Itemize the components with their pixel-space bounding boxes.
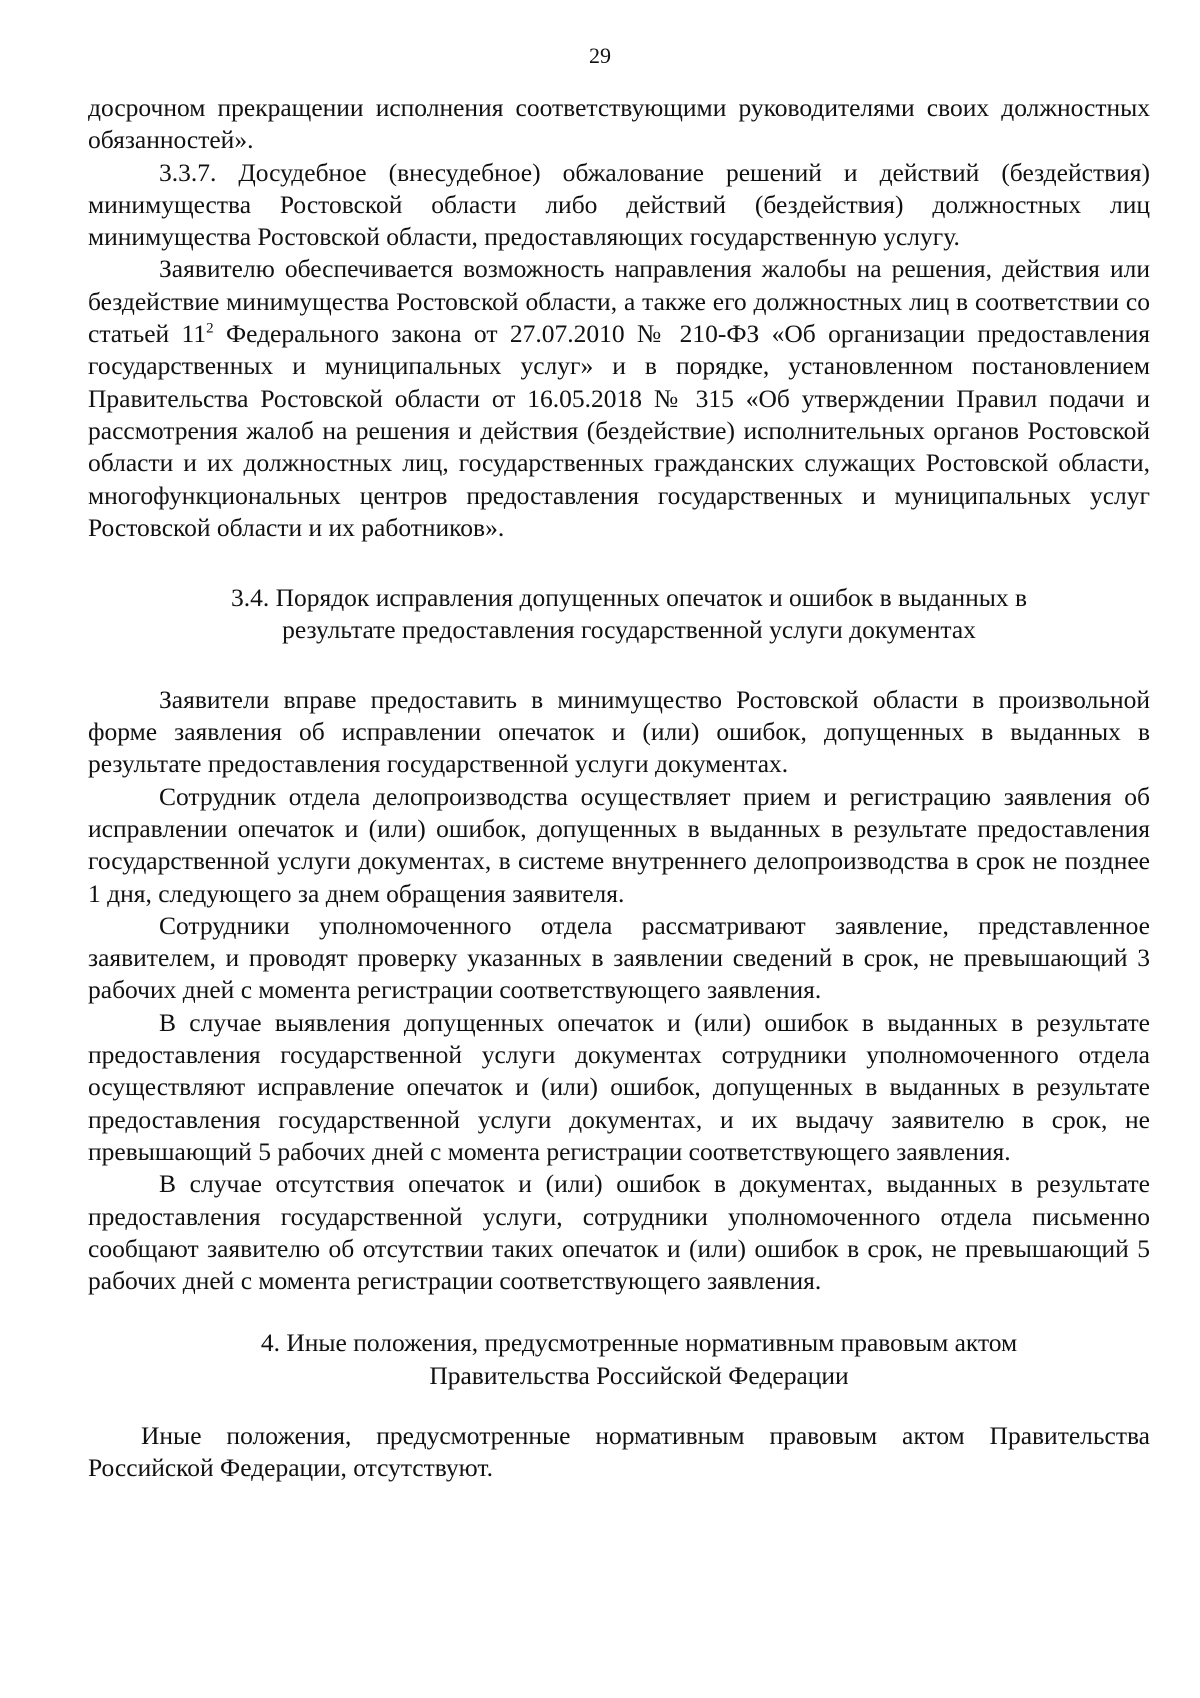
paragraph-section-4: Иные положения, предусмотренные нормативным правовым актом Правительства Российской Федерации, отсутствуют. — [88, 1420, 1150, 1483]
paragraph-3-4-1: Заявители вправе предоставить в минимущество Ростовской области в произвольной форме заявления об исправлении опечаток и (или) ошибок, допущенных в выданных в результате предоставления государственной услуги документах. — [88, 684, 1150, 779]
section-4-heading — [88, 1327, 1150, 1392]
paragraph-3-4-3: Сотрудники уполномоченного отдела рассматривают заявление, представленное заявителем, и проводят проверку указанных в заявлении сведений в срок, не превышающий 3 рабочих дней с момента регистрации соответствующего заявления. — [88, 910, 1150, 1005]
paragraph-3-3-7: 3.3.7. Досудебное (внесудебное) обжалование решений и действий (бездействия) минимущества Ростовской области либо действий (бездействия) должностных лиц минимущества Ростовской области, предоставляющих государственную услугу. — [88, 157, 1150, 252]
section-4-heading-line2: Правительства Российской Федерации — [429, 1360, 849, 1390]
complaint-text-after: Федерального закона от 27.07.2010 № 210-ФЗ «Об организации предоставления государственных и муниципальных услуг» и в порядке, установленном постановлением Правительства Ростовской области от 16.05.2018 № 315 «Об утверждении Правил подачи и рассмотрения жалоб на решения и действия (бездействие) исполнительных органов Ростовской области и их должностных лиц, государственных гражданских служащих Ростовской области, многофункциональных центров предоставления государственных и муниципальных услуг Ростовской области и их работников». — [88, 319, 1150, 542]
section-3-4-heading-line1: 3.4. Порядок исправления допущенных опечаток и ошибок в выданных в — [230, 583, 1028, 613]
section-3-4-heading-line2: результате предоставления государственной услуги документах — [282, 615, 976, 645]
paragraph-3-4-2: Сотрудник отдела делопроизводства осуществляет прием и регистрацию заявления об исправлении опечаток и (или) ошибок, допущенных в выданных в результате предоставления государственной услуги документах, в системе внутреннего делопроизводства в срок не позднее 1 дня, следующего за днем обращения заявителя. — [88, 781, 1150, 908]
section-4-heading-line1: 4. Иные положения, предусмотренные нормативным правовым актом — [260, 1328, 1018, 1358]
section-3-4-heading — [88, 582, 1150, 647]
paragraph-continuation: досрочном прекращении исполнения соответствующими руководителями своих должностных обязанностей». — [88, 93, 1150, 155]
article-superscript: 2 — [206, 320, 214, 337]
paragraph-complaint — [88, 253, 1150, 544]
paragraph-3-4-4: В случае выявления допущенных опечаток и (или) ошибок в выданных в результате предоставления государственной услуги документах сотрудники уполномоченного отдела осуществляют исправление опечаток и (или) ошибок, допущенных в выданных в результате предоставления государственной услуги документах, и их выдачу заявителю в срок, не превышающий 5 рабочих дней с момента регистрации соответствующего заявления. — [88, 1007, 1150, 1166]
complaint-text-before: Заявителю обеспечивается возможность направления жалобы на решения, действия или бездействие минимущества Ростовской области, а также его должностных лиц в соответствии со статьей 11 — [88, 254, 1150, 349]
page-number: 29 — [589, 43, 611, 68]
paragraph-3-4-5: В случае отсутствия опечаток и (или) ошибок в документах, выданных в результате предоставления государственной услуги, сотрудники уполномоченного отдела письменно сообщают заявителю об отсутствии таких опечаток и (или) ошибок в срок, не превышающий 5 рабочих дней с момента регистрации соответствующего заявления. — [88, 1169, 1150, 1296]
document-body — [88, 92, 1150, 1485]
